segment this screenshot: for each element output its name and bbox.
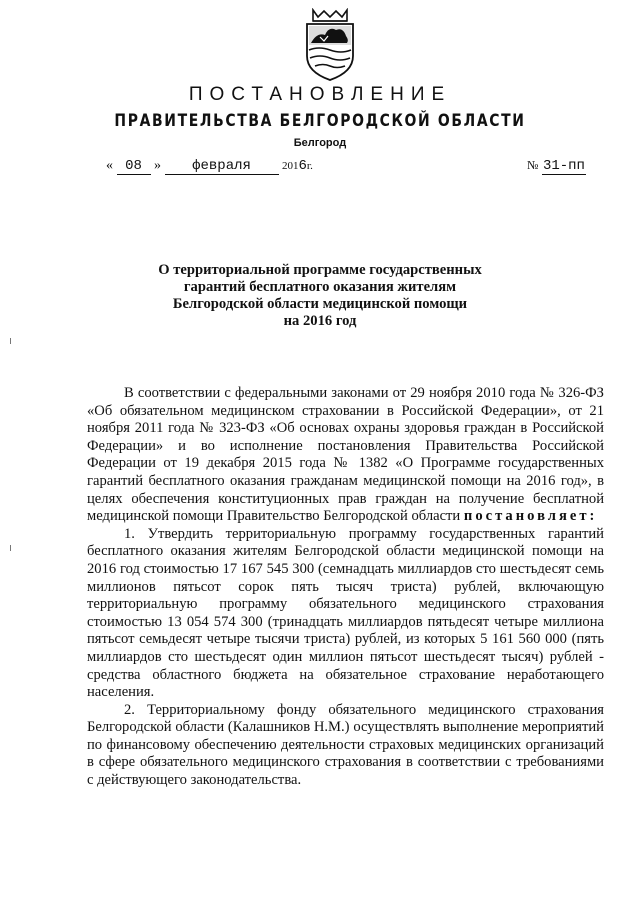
scan-edge-mark [10,338,11,344]
issuing-authority: ПРАВИТЕЛЬСТВА БЕЛГОРОДСКОЙ ОБЛАСТИ [114,111,526,131]
resolves-keyword: постановляет: [463,508,598,525]
city-name: Белгород [293,137,347,149]
heading-line: Белгородской области медицинской помощи [172,296,468,312]
date-year-digit: 6 [298,158,307,174]
heading-line: О территориальной программе государственных [158,262,482,278]
heading-line: гарантий бесплатного оказания жителям [183,279,457,295]
date-day: 08 [117,158,151,175]
scan-edge-mark [10,545,11,551]
number-value: 31-пп [542,158,585,174]
number-label: № [527,158,539,172]
preamble-paragraph [87,385,604,526]
clause-2-paragraph: 2. Территориальному фонду обязательного медицинского страхования Белгородской области (Калашников Н.М.) осуществлять выполнение мероприятий по финансовому обеспечению деятельности страховых медицинских организаций в сфере обязательного медицинского страхования в соответствии с требованиями с действующего законодательства. [87,701,604,789]
clause-1-paragraph: 1. Утвердить территориальную программу государственных гарантий бесплатного оказания жителям Белгородской области медицинской помощи на 2016 год стоимостью 17 167 545 300 (семнадцать миллиардов сто шестьдесят семь миллионов пятьсот сорок пять тысяч триста) рублей, включающую территориальную программу обязательного медицинского страхования стоимостью 13 054 574 300 (тринадцать миллиардов пятьдесят четыре миллиона пятьсот семьдесят четыре тысячи триста) рублей, из которых 5 161 560 000 (пять миллиардов сто шестьдесят один миллион пятьсот шестьдесят тысяч) рублей - средства областного бюджета на обязательное страхование неработающего населения. [87,525,604,701]
document-date [106,158,313,175]
date-year-suffix: г. [306,160,313,172]
date-year-prefix: 201 [282,160,299,172]
date-month: февраля [165,158,279,175]
coat-of-arms-emblem [303,8,357,82]
heading-line: на 2016 год [283,313,357,329]
document-number [527,158,586,175]
preamble-text: В соответствии с федеральными законами от 29 ноября 2010 года № 326-ФЗ «Об обязательном медицинском страховании в Российской Федерации», от 21 ноября 2011 года № 323-ФЗ «Об основах охраны здоровья граждан в Российской Федерации» и во исполнение постановления Правительства Российской Федерации от 19 декабря 2015 года № 1382 «О Программе государственных гарантий бесплатного оказания гражданам медицинской помощи на 2016 год», в целях обеспечения конституционных прав граждан на получение бесплатной медицинской помощи Правительство Белгородской области [87,385,604,525]
date-close-quote: » [154,158,161,173]
date-open-quote: « [106,158,113,173]
resolution-heading [150,262,490,330]
document-title: ПОСТАНОВЛЕНИЕ [188,84,452,105]
resolution-body [87,385,604,790]
